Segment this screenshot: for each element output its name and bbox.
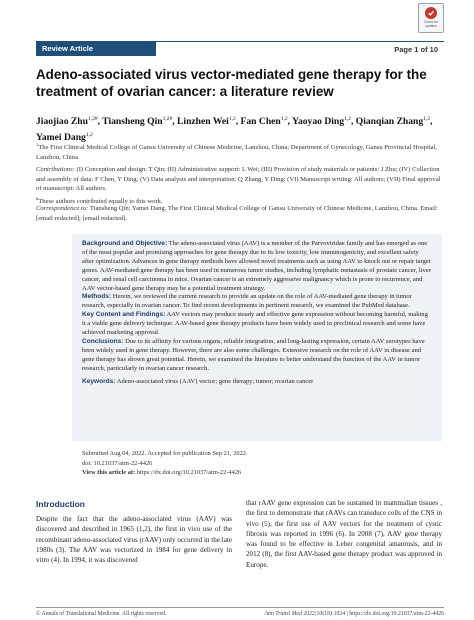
equal-contribution-note: #These authors contributed equally to this work.: [36, 196, 163, 206]
update-badge-disc: [425, 7, 437, 19]
body-column-left: [36, 514, 232, 565]
body-column-right: [246, 498, 442, 570]
footer-rule: [36, 607, 444, 608]
article-link[interactable]: https://dx.doi.org/10.21037/atm-22-4426: [136, 469, 242, 476]
contributions: Contributions: (I) Conception and design: T Qin; (II) Administrative support: L Wei; (III) Provision of study materials or patients: J Zhu; (IV) Collection and assembly of data: F Chen, Y Ding; (V) Data analysis and interpretation: Q Zhang, Y Ding; (VI) Manuscript writing: All authors; (VII) Final approval of manuscript: All authors.: [36, 166, 441, 193]
submitted-accepted: Submitted Aug 04, 2022. Accepted for publication Sep 21, 2022.: [82, 450, 248, 457]
check-for-updates-label: Check for updates: [424, 20, 438, 28]
author: Yamei Dang$^{1,2}$: [36, 131, 93, 143]
publication-dates: [82, 449, 442, 478]
page-number: Page 1 of 10: [394, 45, 438, 54]
author: Yaoyao Ding$^{1,2}$,: [292, 116, 356, 128]
checkmark-icon: [427, 9, 435, 17]
abstract-findings: Key Content and Findings: AAV vectors may produce steady and effective gene expression without becoming harmful, making it a viable gene delivery technique. AAV-based gene therapy products have been widely used in preclinical research and some have achieved marketing approval.: [82, 311, 428, 337]
author: Jiaojiao Zhu$^{1,2\#}$,: [36, 116, 103, 128]
abstract-methods: Methods: Herein, we reviewed the current research to provide an update on the role of AAV-mediated gene therapy in tumor research, especially in ovarian cancer. To find recent developments in pertinent research, we examined the PubMed database.: [82, 293, 412, 310]
author: Tiansheng Qin$^{1,2\#}$,: [102, 116, 178, 128]
abstract-background: Background and Objective: The adeno-associated virus (AAV) is a member of the Parvoviridae family and has emerged as one of the most popular and promising approaches for gene therapy due to its low toxicity, low immunogenicity, and excellent safety after optimization. Advances in gene therapy methods have allowed novel treatments such as using AAV to knock out or repair target genes. AAV-mediated gene therapy has been used in numerous tumor studies, including lymphatic metastasis of prostate cancer, liver cancer, and renal cell carcinoma in mice. Ovarian cancer is an extremely aggressive malignancy which is prone to recurrence, and AAV vector-based gene therapy may be a potential treatment strategy.: [82, 240, 431, 292]
intro-paragraph-continued: that rAAV gene expression can be sustained in mammalian tissues , the first to demonstrate that rAAVs can transduce cells of the CNS in vivo (5), the first use of AAV vectors for the treatment of cystic fibrosis was reported in 1996 (6). In 2008 (7), AAV gene therapy was found to be effective in Leber congenital amaurosis, and in 2012 (8), the first AAV-based gene therapy product was approved in Europe.: [246, 499, 442, 569]
affiliation: $^1$The First Clinical Medical College of Gansu University of Chinese Medicine, Lanzhou, China; Department of Gynecology, Gansu Provincial Hospital, Lanzhou, China: [36, 142, 438, 161]
article-type-badge: Review Article: [36, 42, 156, 56]
doi: doi: 10.21037/atm-22-4426: [82, 459, 153, 467]
author: Fan Chen$^{1,2}$,: [240, 116, 293, 128]
intro-paragraph: Despite the fact that the adeno-associated virus (AAV) was discovered and described in 1965 (1,2), the first in vivo use of the recombinant adeno-associated virus (rAAV) only occurred in the late 1980s (3). The AAV was vectorized in 1984 for gene delivery in vitro (4). In 1994, it was discovered: [36, 515, 232, 565]
abstract-keywords: Keywords: Adeno-associated virus (AAV) vector; gene therapy; tumor; ovarian cancer: [82, 377, 314, 385]
article-title: Adeno-associated virus vector-mediated gene therapy for the treatment of ovarian cancer: a literature review: [36, 67, 427, 99]
abstract-conclusions: Conclusions: Due to its affinity for various organs, reliable integration, and long-lasting expression, certain AAV serotypes have been widely used in gene therapy. However, there are also some challenges. Extensive research on the role of AAV in disease and gene therapy has shown great potential. Herein, we examined the literature to better understand the function of the AAV in tumor research, particularly in ovarian cancer research.: [82, 337, 425, 372]
author: Linzhen Wei$^{1,2}$,: [177, 116, 241, 128]
author: Qianqian Zhang$^{1,2}$,: [355, 116, 433, 128]
correspondence: Correspondence to: Tiansheng Qin; Yamei Dang. The First Clinical Medical College of Gansu University of Chinese Medicine, Lanzhou, China. Email: [email redacted]; [email redacted].: [36, 205, 438, 222]
check-for-updates-icon[interactable]: [418, 3, 444, 33]
introduction-heading: Introduction: [36, 499, 85, 509]
abstract-box: [72, 234, 442, 441]
footer-citation: Ann Transl Med 2022;10(18):1024 | https://dx.doi.org/10.21037/atm-22-4426: [264, 611, 444, 617]
view-article-line: View this article at: https://dx.doi.org/10.21037/atm-22-4426: [82, 469, 242, 476]
footer-copyright: © Annals of Translational Medicine. All rights reserved.: [36, 611, 167, 617]
